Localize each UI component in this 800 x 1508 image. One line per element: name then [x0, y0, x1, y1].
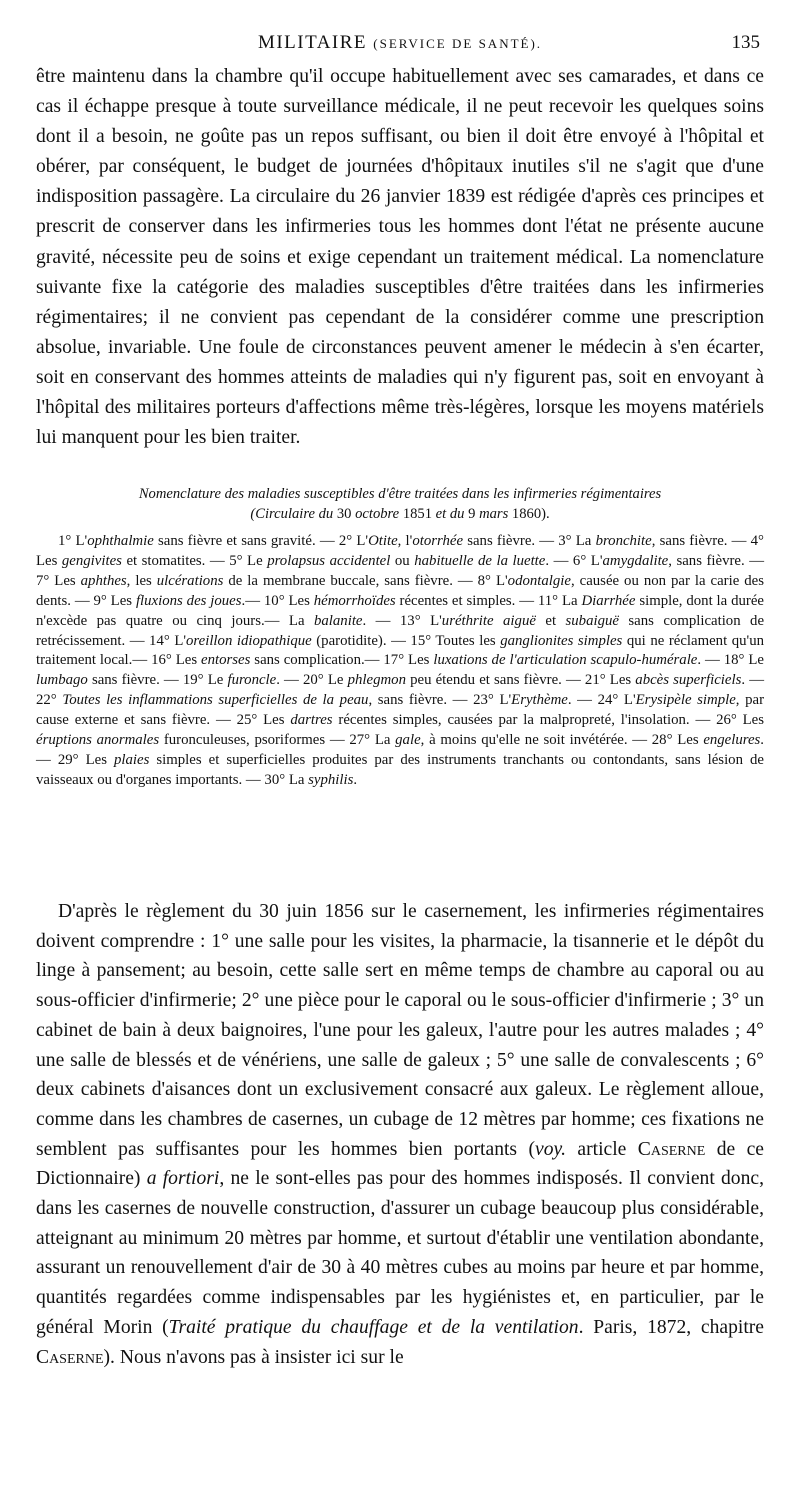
text-run: . — 18° Le	[697, 652, 764, 669]
text-run: peu étendu et sans fièvre. — 21° Les	[405, 672, 636, 689]
subtitle-circulaire: Circulaire du	[255, 506, 334, 522]
italic-term: ulcérations	[156, 572, 224, 589]
text-run: . — 6° L'	[545, 552, 603, 569]
text-run: et stomatites. — 5° Le	[121, 552, 268, 569]
italic-term: amygdalite	[602, 552, 669, 569]
text-run: 1° L'	[58, 533, 88, 549]
text-run: (parotidite). — 15° Toutes les	[311, 632, 501, 649]
page-number: 135	[731, 32, 760, 53]
nomenclature-list	[36, 532, 764, 791]
running-title-main: MILITAIRE	[257, 32, 368, 53]
text-run: , causée ou non par la carie des dents. — 9° Les	[36, 572, 764, 609]
italic-term: aphthes	[80, 572, 127, 589]
text-run: . — 13° L'	[362, 612, 442, 629]
text-run: D'après le règlement du 30 juin 1856 sur le casernement, les infirmeries régimentaires doivent comprendre : 1° une salle pour les visites, la pharmacie, la tisannerie et le dépôt du linge à pansement; au besoin, cette salle sert en même temps de chambre au caporal ou au sous-officier d'infirmerie; 2° une pièce pour le caporal ou le sous-officier d'infirmerie ; 3° un cabinet de bain à deux baignoires, l'une pour les galeux, l'autre pour les autres malades ; 4° une salle de blessés et de vénériens, une salle de galeux ; 5° une salle de convalescents ; 6° deux cabinets d'aisances dont un exclusivement consacré aux galeux. Le règlement alloue, comme dans les chambres de casernes, un cubage de 12 mètres par homme; ces fixations ne semblent pas suffisantes pour les hommes bien portants (	[36, 901, 764, 1160]
italic-term: plaies	[114, 751, 150, 768]
subtitle-month2: mars	[479, 506, 509, 522]
text-run: sans fièvre. — 19° Le	[87, 672, 228, 689]
italic-term: lumbago	[36, 672, 88, 689]
intro-paragraph: être maintenu dans la chambre qu'il occupe habituellement avec ses camarades, et dans ce cas il échappe presque à toute surveillance médicale, il ne peut recevoir les quelques soins dont il a besoin, ne goûte pas un repos suffisant, ou bien il doit être envoyé à l'hôpital et obérer, par conséquent, le budget de journées d'hôpitaux inutiles s'il ne s'agit que d'une indisposition passagère. La circulaire du 26 janvier 1839 est rédigée d'après ces principes et prescrit de conserver dans les infirmeries tous les hommes dont l'état ne présente aucune gravité, nécessite peu de soins et exige cependant un traitement médical. La nomenclature suivante fixe la catégorie des maladies susceptibles d'être traitées dans les infirmeries régimentaires; il ne convient pas cependant de la considérer comme une prescription absolue, invariable. Une foule de circonstances peuvent amener le médecin à s'en écarter, soit en conservant des hommes atteints de maladies qui n'y figurent pas, soit en envoyant à l'hôpital des militaires porteurs d'affections même très-légères, lorsque les moyens matériels lui manquent pour les bien traiter.	[36, 66, 764, 449]
text-run: sans fièvre. — 3° La	[463, 533, 596, 549]
text-run: , l'	[397, 533, 413, 549]
text-run: , à moins qu'elle ne soit invétérée. — 28° Les	[420, 732, 704, 749]
text-run: , par cause externe et sans fièvre. — 25° Les	[36, 692, 764, 729]
text-run: simple, dont la durée n'excède pas quatre ou cinq jours.— La	[36, 592, 764, 629]
text-run: sans complication de retrécissement. — 14° L'	[36, 612, 765, 649]
italic-term: odontalgie	[507, 572, 571, 589]
italic-term: prolapsus accidentel	[267, 552, 391, 569]
italic-term: subaiguë	[565, 612, 619, 629]
nomenclature-heading	[36, 484, 764, 524]
text-run: . Paris, 1872, chapitre	[578, 1316, 764, 1338]
text-run: . — 20° Le	[276, 672, 348, 689]
italic-term: furoncle	[227, 672, 277, 689]
text-run: et	[535, 612, 566, 629]
text-run: , sans fièvre. — 4° Les	[36, 533, 764, 569]
italic-term: Diarrhée	[581, 592, 636, 609]
italic-term: balanite	[314, 612, 363, 629]
text-run: qui ne réclament qu'un traitement local.— 16° Les	[36, 632, 764, 669]
italic-term: otorrhée	[412, 533, 464, 549]
italic-term: gengivites	[61, 552, 122, 569]
text-run: de la membrane buccale, sans fièvre. — 8° L'	[223, 572, 508, 589]
italic-term: engelures	[703, 732, 761, 749]
small-caps-term: Caserne	[36, 1346, 104, 1368]
italic-term: Traité pratique du chauffage et de la ventilation	[168, 1316, 579, 1338]
italic-term: Erythème	[511, 692, 568, 709]
text-run: de ce Dictionnaire)	[36, 1138, 765, 1190]
italic-term: hémorrhoïdes	[313, 592, 396, 609]
italic-term: syphilis	[308, 771, 354, 788]
italic-term: ganglionites simples	[500, 632, 623, 649]
text-run: .	[353, 771, 358, 788]
main-text-block	[36, 897, 764, 1372]
subtitle-day1: 30	[336, 506, 352, 522]
italic-term: oreillon idiopathique	[186, 632, 312, 649]
text-run: , ne le sont-elles pas pour des hommes indisposés. Il convient donc, dans les casernes de nouvelle construction, d'assurer un cubage beaucoup plus considérable, atteignant au minimum 20 mètres par homme, et surtout d'établir une ventilation abondante, assurant un renouvellement d'air de 30 à 40 mètres cubes au moins par heure et par homme, quantités regardées comme indispensables par les hygiénistes et, en particulier, par le général Morin (	[36, 1168, 764, 1338]
text-run: . — 29° Les	[36, 732, 764, 768]
text-run: article	[566, 1138, 638, 1160]
text-run: récentes et simples. — 11° La	[395, 592, 582, 609]
running-title	[36, 32, 764, 54]
subtitle-day2: 9	[468, 506, 476, 522]
italic-term: a fortiori	[146, 1168, 220, 1190]
subtitle-et: et du	[435, 506, 465, 522]
text-run: simples et superficielles produites par des instruments tranchants ou contondants, sans lésion de vaisseaux ou d'organes importants. — 30° La	[36, 751, 764, 788]
subtitle-year2: 1860	[511, 506, 542, 522]
nomenclature-paragraph	[36, 532, 764, 791]
text-run: furonculeuses, psoriformes — 27° La	[159, 732, 396, 749]
text-run: sans fièvre et sans gravité. — 2° L'	[153, 533, 369, 549]
text-run: . — 22°	[36, 672, 764, 709]
italic-term: luxations de l'articulation scapulo-humérale	[433, 652, 698, 669]
subtitle-year1: 1851	[402, 506, 433, 522]
subtitle-close: ).	[541, 506, 550, 522]
text-run: .— 10° Les	[241, 592, 314, 609]
text-run: , sans fièvre. — 7° Les	[36, 552, 765, 589]
text-run: ou	[390, 552, 415, 569]
text-run: . — 24° L'	[567, 692, 636, 709]
text-run: , sans fièvre. — 23° L'	[368, 692, 512, 709]
italic-term: Toutes les inflammations superficielles de la peau	[62, 692, 369, 709]
nomenclature-title: Nomenclature des maladies susceptibles d'être traitées dans les infirmeries régimentaires	[138, 486, 662, 502]
text-run: ). Nous n'avons pas à insister ici sur le	[103, 1346, 404, 1368]
italic-term: voy.	[535, 1138, 567, 1160]
subtitle-month1: octobre	[355, 506, 400, 522]
text-run: sans complication.— 17° Les	[250, 652, 434, 669]
running-title-sub: (SERVICE DE SANTÉ).	[373, 36, 543, 51]
intro-paragraph-block	[36, 62, 764, 453]
italic-term: gale	[395, 732, 421, 749]
italic-term: dartres	[290, 712, 333, 729]
text-run: récentes simples, causées par la malpropreté, l'insolation. — 26° Les	[332, 712, 764, 729]
nomenclature-subtitle	[36, 504, 764, 524]
main-paragraph	[36, 897, 764, 1372]
italic-term: Erysipèle simple	[635, 692, 736, 709]
italic-term: Otite	[368, 533, 398, 549]
italic-term: abcès superficiels	[635, 672, 742, 689]
italic-term: ophthalmie	[87, 533, 154, 549]
small-caps-term: Caserne	[637, 1138, 706, 1160]
italic-term: éruptions anormales	[36, 732, 160, 749]
italic-term: phlegmon	[347, 672, 406, 689]
running-header	[36, 32, 764, 62]
italic-term: uréthrite aiguë	[441, 612, 536, 629]
italic-term: habituelle de la luette	[414, 552, 546, 569]
italic-term: bronchite	[595, 533, 652, 549]
italic-term: fluxions des joues	[135, 592, 242, 609]
italic-term: entorses	[201, 652, 251, 669]
text-run: , les	[126, 572, 157, 589]
subtitle-open: (	[250, 506, 256, 522]
